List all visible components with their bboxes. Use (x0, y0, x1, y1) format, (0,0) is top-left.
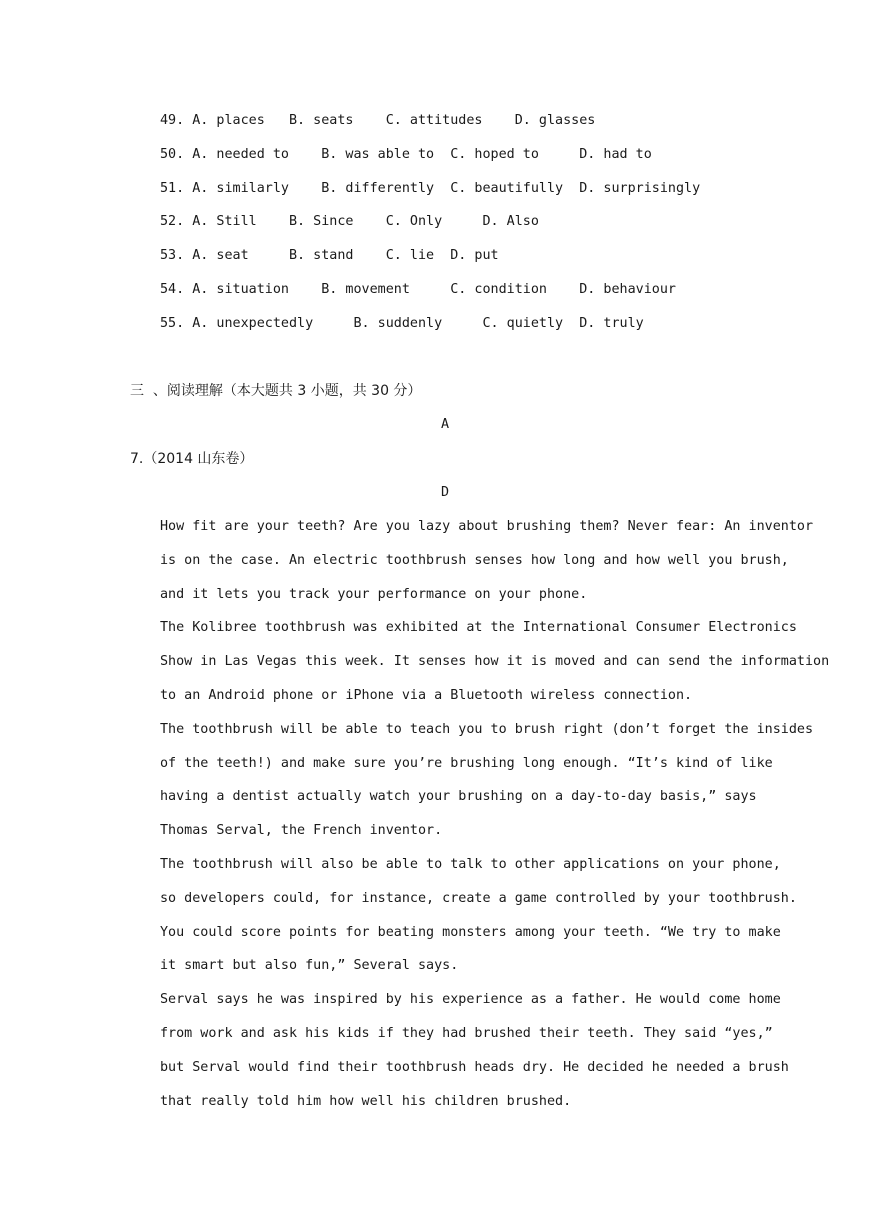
passage-line: it smart but also fun,” Several says. (160, 958, 459, 974)
passage-label-d: D (440, 485, 450, 500)
option-row-51: 51. A. similarly B. differently C. beautifully D. surprisingly (160, 180, 701, 196)
option-row-52: 52. A. Still B. Since C. Only D. Also (160, 214, 539, 230)
question-source: 7.（2014 山东卷） (130, 451, 254, 467)
option-row-53: 53. A. seat B. stand C. lie D. put (160, 248, 499, 264)
option-row-54: 54. A. situation B. movement C. condition D. behaviour (160, 281, 676, 297)
passage-line: having a dentist actually watch your brushing on a day-to-day basis,” says (160, 789, 757, 805)
passage-line: is on the case. An electric toothbrush senses how long and how well you brush, (160, 552, 789, 568)
passage-line: and it lets you track your performance on your phone. (160, 586, 588, 602)
passage-line: Serval says he was inspired by his experience as a father. He would come home (160, 992, 781, 1008)
passage-line: How fit are your teeth? Are you lazy about brushing them? Never fear: An inventor (160, 519, 814, 534)
passage-line: of the teeth!) and make sure you’re brushing long enough. “It’s kind of like (160, 755, 773, 771)
answer-options-list (160, 104, 780, 341)
reading-passage (160, 510, 830, 1118)
option-row-49: 49. A. places B. seats C. attitudes D. glasses (160, 113, 596, 128)
option-row-50: 50. A. needed to B. was able to C. hoped to D. had to (160, 146, 652, 162)
passage-line: Thomas Serval, the French inventor. (160, 823, 443, 839)
passage-line: so developers could, for instance, create a game controlled by your toothbrush. (160, 890, 797, 906)
option-row-55: 55. A. unexpectedly B. suddenly C. quietly D. truly (160, 315, 644, 331)
passage-line: The toothbrush will be able to teach you to brush right (don’t forget the insides (160, 721, 814, 737)
passage-line: but Serval would find their toothbrush heads dry. He decided he needed a brush (160, 1059, 789, 1075)
passage-line: that really told him how well his children brushed. (160, 1093, 572, 1109)
passage-line: from work and ask his kids if they had brushed their teeth. They said “yes,” (160, 1025, 773, 1041)
passage-line: Show in Las Vegas this week. It senses how it is moved and can send the information (160, 654, 830, 670)
passage-line: The toothbrush will also be able to talk to other applications on your phone, (160, 856, 781, 872)
part-label-a: A (440, 417, 450, 432)
passage-line: The Kolibree toothbrush was exhibited at the International Consumer Electronics (160, 620, 797, 636)
passage-line: to an Android phone or iPhone via a Bluetooth wireless connection. (160, 687, 693, 703)
section-heading: 三 、阅读理解（本大题共 3 小题，共 30 分） (130, 383, 422, 399)
passage-line: You could score points for beating monsters among your teeth. “We try to make (160, 924, 781, 940)
